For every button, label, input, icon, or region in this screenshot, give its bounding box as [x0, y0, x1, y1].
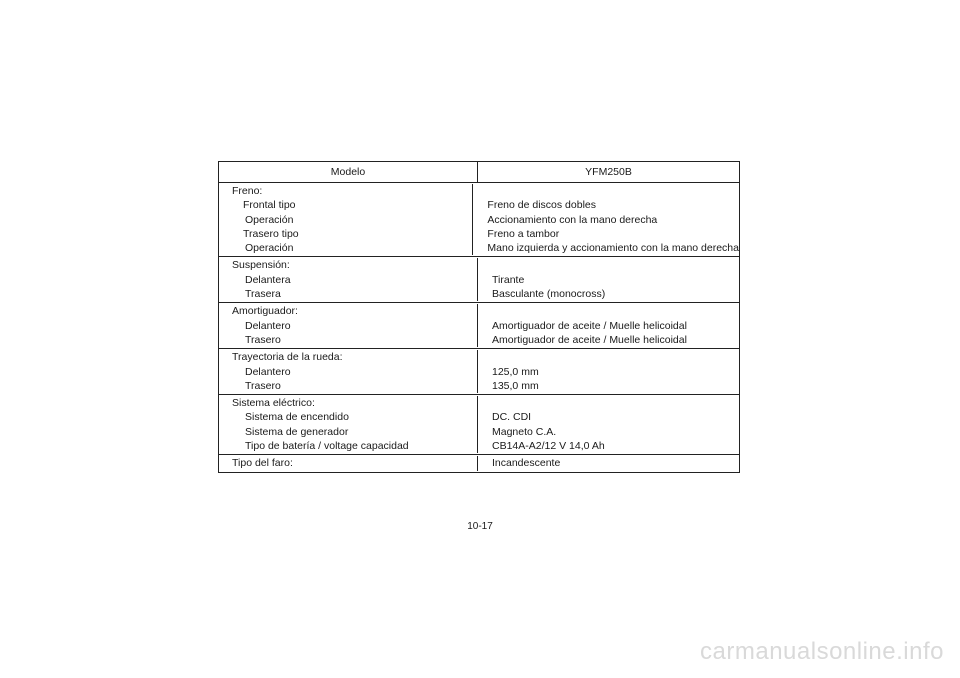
section-title-value: [473, 184, 739, 198]
section-values: [478, 258, 739, 301]
table-section: [219, 183, 739, 257]
spec-table: [218, 161, 740, 473]
table-section: [219, 303, 739, 349]
section-values: [478, 350, 739, 393]
section-values: [473, 184, 739, 255]
row-value: DC. CDI: [492, 411, 532, 424]
row-value: CB14A-A2/12 V 14,0 Ah: [492, 440, 605, 453]
row-value: Tirante: [492, 273, 525, 286]
table-body: [219, 183, 739, 472]
section-title-value: Incandescente: [492, 457, 561, 470]
row-value: Basculante (monocross): [492, 288, 606, 301]
section-title-value: [478, 258, 739, 272]
row-label: Trasera: [245, 288, 281, 301]
row-value: 125,0 mm: [492, 365, 539, 378]
row-label: Delantero: [245, 319, 291, 332]
section-title: Freno:: [232, 185, 263, 197]
row-label: Sistema de generador: [245, 425, 349, 438]
section-title: Suspensión:: [232, 259, 290, 272]
section-title: Sistema eléctrico:: [232, 397, 315, 410]
table-section: [219, 395, 739, 455]
section-title: Tipo del faro:: [232, 457, 293, 470]
table-section: [219, 349, 739, 395]
row-value: 135,0 mm: [492, 379, 539, 392]
section-labels: [219, 350, 478, 393]
row-label: Trasero: [245, 333, 281, 346]
section-title: Amortiguador:: [232, 305, 298, 318]
row-value: Amortiguador de aceite / Muelle helicoidal: [492, 319, 687, 332]
section-labels: [219, 184, 473, 255]
row-value: Mano izquierda y accionamiento con la mano derecha: [487, 242, 739, 255]
row-label: Sistema de encendido: [245, 411, 349, 424]
row-label: Operación: [245, 242, 294, 255]
section-values: [478, 396, 739, 453]
section-labels: [219, 396, 478, 453]
header-label: Modelo: [219, 162, 478, 182]
row-label: Frontal tipo: [243, 199, 296, 212]
table-section: [219, 257, 739, 303]
row-value: Freno a tambor: [487, 227, 560, 240]
row-value: Freno de discos dobles: [487, 199, 596, 212]
watermark: carmanualsonline.info: [700, 638, 944, 665]
section-labels: [219, 258, 478, 301]
section-values: [478, 304, 739, 347]
header-value: YFM250B: [585, 166, 632, 178]
row-label: Operación: [245, 213, 294, 226]
row-value: Accionamiento con la mano derecha: [487, 213, 658, 226]
section-labels: [219, 304, 478, 347]
page-number: 10-17: [467, 521, 493, 532]
row-value: Amortiguador de aceite / Muelle helicoidal: [492, 333, 687, 346]
section-labels: [219, 456, 478, 470]
table-section: [219, 455, 739, 471]
section-title-value: [478, 350, 739, 364]
row-label: Trasero: [245, 379, 281, 392]
row-label: Delantero: [245, 365, 291, 378]
section-values: [478, 456, 739, 470]
section-title-value: [478, 304, 739, 318]
row-label: Trasero tipo: [243, 227, 299, 240]
row-label: Delantera: [245, 273, 291, 286]
row-value: Magneto C.A.: [492, 425, 557, 438]
section-title-value: [478, 396, 739, 410]
table-header: [219, 162, 739, 183]
row-label: Tipo de batería / voltage capacidad: [245, 440, 409, 453]
section-title: Trayectoria de la rueda:: [232, 351, 343, 364]
